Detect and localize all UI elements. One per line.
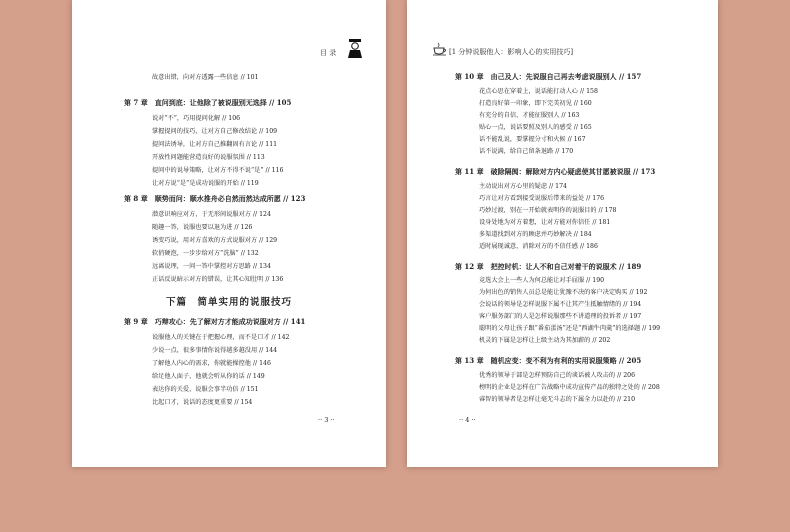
- toc-entry: 远离说理，一问一答中掌控对方思路 // 134: [152, 263, 271, 270]
- chapter-8-title: 第 8 章 顺势而问：顺水推舟必自然而然达成所愿 // 123: [124, 194, 306, 203]
- toc-entry: 比起口才，说话的态度更重要 // 154: [152, 399, 253, 406]
- toc-entry: 榜明的企业是怎样在广告战略中成功宣传产品的独特之处的 // 208: [479, 384, 660, 391]
- page-header: [1 分钟说服他人：影响人心的实用技巧]: [449, 48, 574, 56]
- chapter-10-title: 第 10 章 由己及人：先说服自己再去考虑说服别人 // 157: [455, 72, 642, 81]
- toc-entry: 故意出错，向对方透露一些信息 // 101: [152, 74, 259, 81]
- toc-entry: 主动说出对方心里的疑虑 // 174: [479, 183, 567, 190]
- toc-entry: 多渠道找到对方的顾虑并巧妙解决 // 184: [479, 231, 592, 238]
- toc-entry: 花点心思在穿着上，说话能打动人心 // 158: [479, 88, 598, 95]
- toc-entry: 提问法诱导，让对方自己推翻固有言论 // 111: [152, 141, 278, 148]
- toc-entry: 话不能乱说，要掌握分寸和火候 // 167: [479, 136, 586, 143]
- page-number: ·· 3 ··: [318, 416, 335, 424]
- toc-entry: 正话反说暗示对方的错误，让其心知肚明 // 136: [152, 276, 284, 283]
- toc-entry: 诱变巧说，用对方喜欢的方式说服对方 // 129: [152, 237, 278, 244]
- toc-entry: 睿智的领导者是怎样让毫无斗志的下属全力以赴的 // 210: [479, 396, 636, 403]
- toc-entry: 随趣一答，说服也要以退为进 // 126: [152, 224, 253, 231]
- toc-entry: 适时展现诚意，消除对方的不信任感 // 186: [479, 243, 598, 250]
- toc-entry: 说服他人的关键在于把握心理，而不是口才 // 142: [152, 334, 290, 341]
- chapter-9-title: 第 9 章 巧辩攻心：先了解对方才能成功说服对方 // 141: [124, 317, 306, 326]
- toc-entry: 潜意识响应对方，于无形间说服对方 // 124: [152, 211, 271, 218]
- chapter-13-title: 第 13 章 随机应变：变不利为有利的实用说服策略 // 205: [455, 356, 642, 365]
- toc-entry: 话不说满，给自己留条退路 // 170: [479, 148, 574, 155]
- toc-entry: 打造良好第一印象，即下完美初见 // 160: [479, 100, 592, 107]
- chapter-12-title: 第 12 章 把控时机：让人不和自己对着干的说服术 // 189: [455, 262, 642, 271]
- toc-entry: 少说一点，很多事情你说得越多越没用 // 144: [152, 347, 278, 354]
- toc-entry: 为何出色的销售人员总是能让犹豫不决的客户决定购买 // 192: [479, 289, 648, 296]
- toc-entry: 软俏硬泡，一步步给对方“洗脑” // 132: [152, 250, 259, 257]
- right-page: [407, 0, 718, 467]
- toc-entry: 让对方说“是”是成功说服的开始 // 119: [152, 180, 259, 187]
- toc-entry: 了解他人内心的需求，你就能操控他 // 146: [152, 360, 271, 367]
- toc-entry: 开放性问题能营造良好的说服氛围 // 113: [152, 154, 265, 161]
- scholar-icon: [346, 38, 364, 58]
- toc-entry: 给足他人面子，他就会听从你的话 // 149: [152, 373, 265, 380]
- toc-entry: 优秀的领导于部是怎样预防自己的谈话被人攻击的 // 206: [479, 372, 636, 379]
- toc-entry: 巧妙过渡，别在一开始就表明你的说服目的 // 178: [479, 207, 617, 214]
- page-number: ·· 4 ··: [459, 416, 476, 424]
- chapter-7-title: 第 7 章 直问到底：让他除了被说服别无选择 // 105: [124, 98, 292, 107]
- toc-entry: 有充分的自信，才能征服别人 // 163: [479, 112, 580, 119]
- toc-entry: 提问中的说导策略，让对方不得不说“是” // 116: [152, 167, 284, 174]
- chapter-11-title: 第 11 章 破除隔阂：解除对方内心疑虑使其甘愿被说服 // 173: [455, 167, 656, 176]
- toc-entry: 掌握提问的技巧，让对方自己修改结论 // 109: [152, 128, 278, 135]
- page-header: 目 录: [320, 49, 337, 57]
- toc-entry: 巧言让对方看到接受说服后带来的益处 // 176: [479, 195, 605, 202]
- toc-entry: 贴心一点，说话要照及别人的感受 // 165: [479, 124, 592, 131]
- toc-entry: 竞选大会上一些人为何总能让对手屈服 // 190: [479, 277, 605, 284]
- toc-entry: 客户服务部门的人是怎样说服那些不讲道理的投诉者 // 197: [479, 313, 642, 320]
- toc-entry: 会说话的领导是怎样说服下属不让其产生抵触情绪的 // 194: [479, 301, 642, 308]
- teacup-icon: [432, 42, 448, 56]
- toc-entry: 说对“不”，巧用提问化解 // 106: [152, 115, 241, 122]
- left-page: [72, 0, 386, 467]
- toc-entry: 表达你的关爱，说服会事半功倍 // 151: [152, 386, 259, 393]
- toc-entry: 聪明的父母让孩子跟“番茄蛋汤”还是“西湖牛肉羹”的选择题 // 199: [479, 325, 661, 332]
- part-title: 下篇 简单实用的说服技巧: [165, 297, 292, 308]
- toc-entry: 机灵的下属是怎样让上级主动为其加薪的 // 202: [479, 337, 611, 344]
- toc-entry: 设身处地为对方着想，让对方能对你信任 // 181: [479, 219, 611, 226]
